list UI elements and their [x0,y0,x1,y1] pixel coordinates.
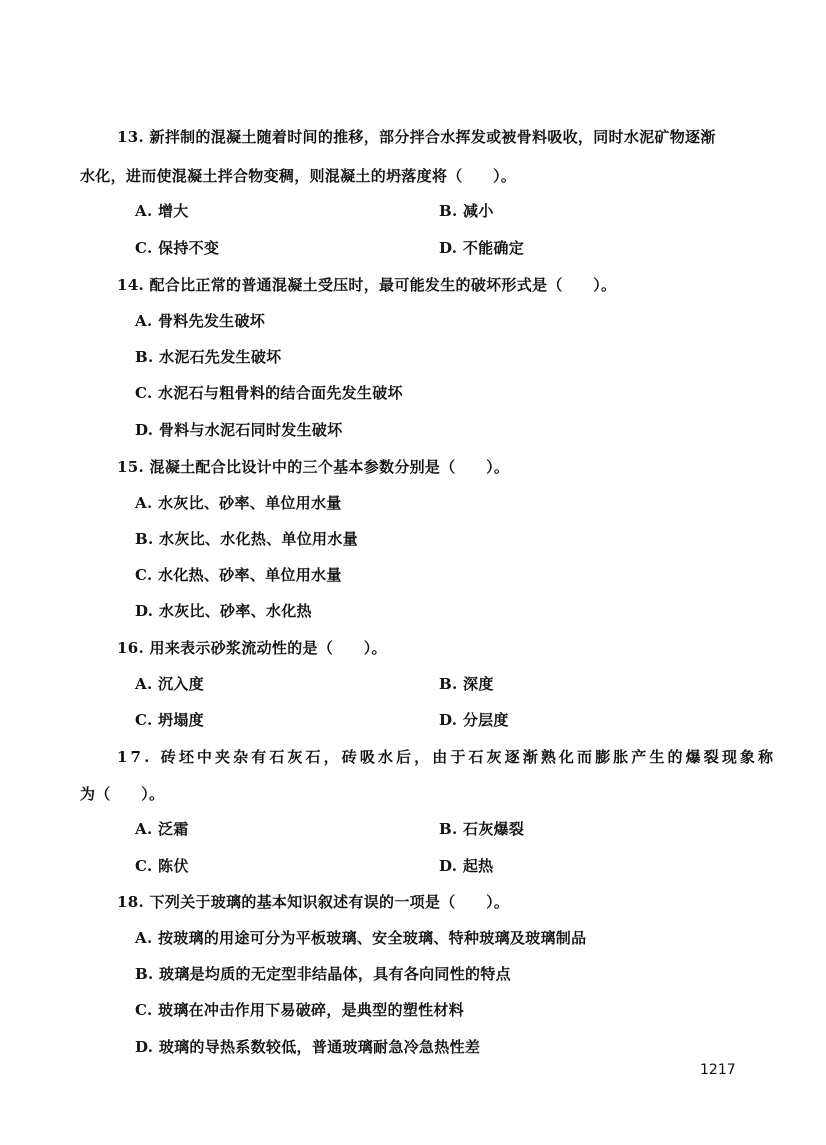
q16-option-d: D. 分层度 [439,711,509,729]
q17-option-d: D. 起热 [439,857,494,875]
q18-option-d: D. 玻璃的导热系数较低，普通玻璃耐急冷急热性差 [135,1038,481,1056]
q17-stem-line-1: 17. 砖坯中夹杂有石灰石，砖吸水后，由于石灰逐渐熟化而膨胀产生的爆裂现象称 [117,748,777,766]
q14-option-c: C. 水泥石与粗骨料的结合面先发生破坏 [135,384,403,402]
q17-option-c: C. 陈伏 [135,857,189,875]
q18-option-c: C. 玻璃在冲击作用下易破碎，是典型的塑性材料 [135,1001,465,1019]
q18-stem-line-1: 18. 下列关于玻璃的基本知识叙述有误的一项是（ ）。 [117,893,510,911]
q16-option-b: B. 深度 [439,675,494,693]
q13-stem-line-2: 水化，进而使混凝土拌合物变稠，则混凝土的坍落度将（ ）。 [80,167,517,185]
q15-option-c: C. 水化热、砂率、单位用水量 [135,566,342,584]
q13-option-a: A. 增大 [135,202,189,220]
q14-option-d: D. 骨料与水泥石同时发生破坏 [135,421,343,439]
q15-option-d: D. 水灰比、砂率、水化热 [135,602,312,620]
q15-stem-line-1: 15. 混凝土配合比设计中的三个基本参数分别是（ ）。 [117,458,510,476]
q16-stem-line-1: 16. 用来表示砂浆流动性的是（ ）。 [117,639,387,657]
q15-option-b: B. 水灰比、水化热、单位用水量 [135,530,358,548]
q16-option-a: A. 沉入度 [135,675,204,693]
q17-option-a: A. 泛霜 [135,820,189,838]
q14-stem-line-1: 14. 配合比正常的普通混凝土受压时，最可能发生的破坏形式是（ ）。 [117,276,617,294]
q17-stem-line-2: 为（ ）。 [80,785,165,803]
q14-option-b: B. 水泥石先发生破坏 [135,348,282,366]
q17-option-b: B. 石灰爆裂 [439,820,525,838]
q13-stem-line-1: 13. 新拌制的混凝土随着时间的推移，部分拌合水挥发或被骨料吸收，同时水泥矿物逐渐 [117,128,716,146]
q18-option-b: B. 玻璃是均质的无定型非结晶体，具有各向同性的特点 [135,965,511,983]
q13-option-d: D. 不能确定 [439,239,525,257]
q14-option-a: A. 骨料先发生破坏 [135,312,266,330]
q15-option-a: A. 水灰比、砂率、单位用水量 [135,494,342,512]
q13-option-c: C. 保持不变 [135,239,220,257]
page-number: 1217 [700,1062,736,1078]
q16-option-c: C. 坍塌度 [135,711,204,729]
q18-option-a: A. 按玻璃的用途可分为平板玻璃、安全玻璃、特种玻璃及玻璃制品 [135,929,587,947]
q13-option-b: B. 减小 [439,202,494,220]
